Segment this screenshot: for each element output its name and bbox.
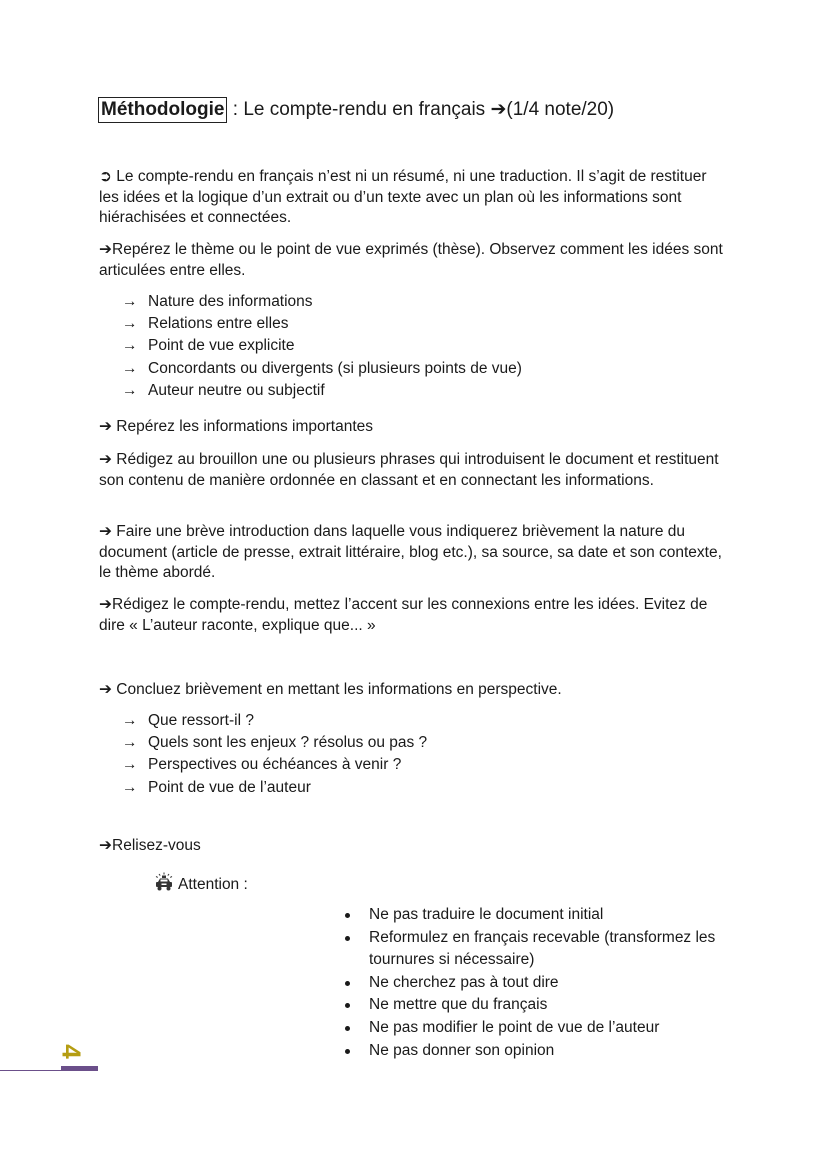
step-paragraph	[99, 240, 727, 281]
step-text: Relisez-vous	[112, 837, 201, 854]
right-arrow-icon: →	[122, 712, 138, 729]
step-paragraph	[99, 680, 727, 701]
bullet-item: Ne pas modifier le point de vue de l’auteur	[342, 1017, 724, 1040]
bullet-item: Ne pas traduire le document initial	[342, 904, 724, 927]
arrow-icon: ➔	[99, 596, 112, 613]
step-paragraph	[99, 836, 727, 857]
curved-arrow-icon: ➲	[99, 168, 112, 185]
footer-accent-bar	[61, 1066, 98, 1071]
bullet-item: Ne pas donner son opinion	[342, 1040, 724, 1063]
step-text: Rédigez le compte-rendu, mettez l’accent sur les connexions entre les idées. Evitez de dire « L’auteur raconte, explique que... »	[99, 596, 708, 634]
list-item-text: Relations entre elles	[148, 315, 289, 333]
bullet-item: Ne mettre que du français	[342, 994, 724, 1017]
list-item-text: Que ressort-il ?	[148, 712, 254, 729]
right-arrow-icon: →	[122, 337, 138, 355]
step-text: Rédigez au brouillon une ou plusieurs phrases qui introduisent le document et restituent son contenu de manière ordonnée en classant et en connectant les informations.	[99, 451, 719, 489]
bullet-item: Reformulez en français recevable (transformez les tournures si nécessaire)	[342, 927, 724, 972]
step-paragraph	[99, 595, 727, 636]
right-arrow-icon: →	[122, 778, 138, 796]
list-item	[122, 358, 522, 380]
list-item	[122, 313, 522, 335]
page-title	[98, 97, 614, 123]
arrow-icon: ➔	[490, 99, 507, 120]
list-item-text: Perspectives ou échéances à venir ?	[148, 756, 402, 774]
list-item-text: Nature des informations	[148, 293, 313, 310]
page-number: 4	[56, 1044, 87, 1059]
intro-paragraph	[99, 167, 727, 229]
step-paragraph	[99, 450, 727, 491]
arrow-list-2	[122, 710, 427, 799]
step-text: Concluez brièvement en mettant les informations en perspective.	[112, 681, 562, 698]
list-item-text: Concordants ou divergents (si plusieurs points de vue)	[148, 359, 522, 377]
arrow-icon: ➔	[99, 418, 112, 435]
step-paragraph	[99, 522, 727, 584]
intro-text: Le compte-rendu en français n’est ni un résumé, ni une traduction. Il s’agit de restituer les idées et la logique d’un extrait ou d’un texte avec un plan où les informations sont hiérachisées et connectées.	[99, 168, 707, 226]
arrow-icon: ➔	[99, 681, 112, 698]
step-paragraph	[99, 417, 727, 438]
list-item-text: Point de vue de l’auteur	[148, 778, 311, 796]
step-text: Repérez les informations importantes	[112, 418, 374, 435]
right-arrow-icon: →	[122, 359, 138, 377]
title-suffix: (1/4 note/20)	[506, 99, 615, 120]
right-arrow-icon: →	[122, 381, 138, 399]
bullet-item: Ne cherchez pas à tout dire	[342, 972, 724, 995]
list-item-text: Quels sont les enjeux ? résolus ou pas ?	[148, 734, 428, 752]
step-text: Repérez le thème ou le point de vue exprimés (thèse). Observez comment les idées sont articulées entre elles.	[99, 241, 723, 279]
attention-heading	[154, 872, 248, 897]
right-arrow-icon: →	[122, 734, 138, 752]
list-item	[122, 777, 427, 799]
title-text: : Le compte-rendu en français	[227, 99, 491, 120]
step-text: Faire une brève introduction dans laquelle vous indiquerez brièvement la nature du document (article de presse, extrait littéraire, blog etc.), sa source, sa date et son contexte, le thème abordé.	[99, 523, 722, 581]
arrow-icon: ➔	[99, 451, 112, 468]
bullet-list	[342, 904, 724, 1062]
list-item	[122, 710, 427, 732]
arrow-icon: ➔	[99, 241, 112, 258]
right-arrow-icon: →	[122, 315, 138, 333]
police-car-icon	[154, 872, 174, 897]
list-item	[122, 335, 522, 357]
arrow-icon: ➔	[99, 523, 112, 540]
list-item	[122, 732, 427, 754]
attention-label: Attention :	[178, 876, 248, 893]
right-arrow-icon: →	[122, 293, 138, 310]
list-item	[122, 291, 522, 313]
arrow-icon: ➔	[99, 837, 112, 854]
right-arrow-icon: →	[122, 756, 138, 774]
list-item-text: Point de vue explicite	[148, 337, 295, 355]
list-item	[122, 754, 427, 776]
title-boxed-word: Méthodologie	[98, 97, 227, 123]
arrow-list-1	[122, 291, 522, 402]
list-item-text: Auteur neutre ou subjectif	[148, 381, 325, 399]
list-item	[122, 380, 522, 402]
